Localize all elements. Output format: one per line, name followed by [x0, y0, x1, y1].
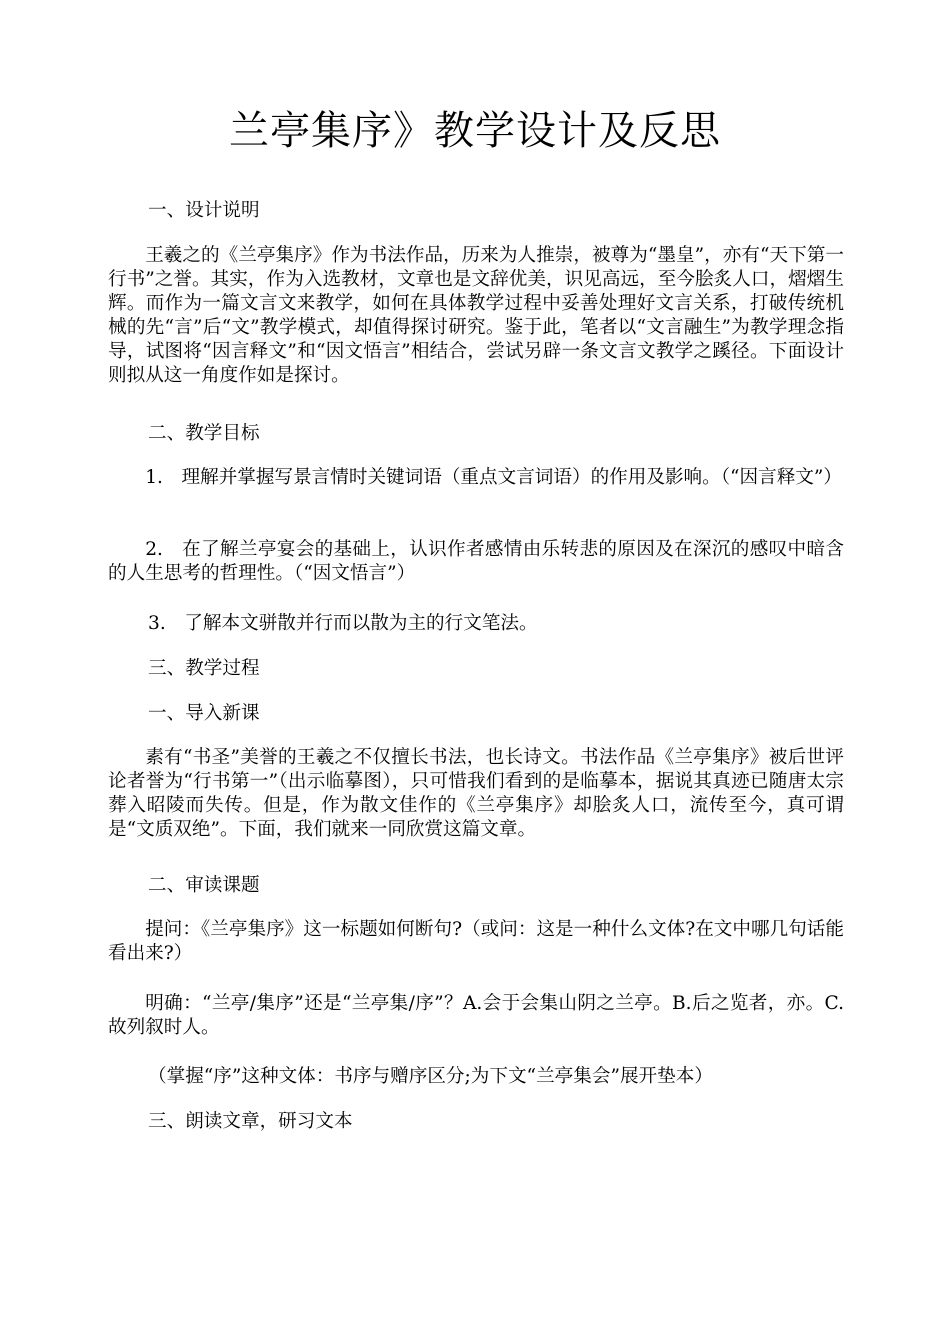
subheading-introduction: 一、导入新课: [148, 703, 260, 724]
subheading-reading-text: 三、朗读文章，研习文本: [148, 1111, 353, 1132]
goal-item-2: 2. 在了解兰亭宴会的基础上，认识作者感情由乐转悲的原因及在深沉的感叹中暗含的人生思考的哲理性。（“因文悟言”）: [108, 539, 844, 584]
section-heading-design-notes: 一、设计说明: [148, 200, 260, 221]
paragraph-question: 提问：《兰亭集序》这一标题如何断句?（或问：这是一种什么文体?在文中哪几句话能看出来?）: [108, 919, 844, 964]
subheading-title-reading: 二、审读课题: [148, 875, 260, 896]
paragraph-design-notes: 王羲之的《兰亭集序》作为书法作品，历来为人推崇，被尊为“墨皇”，亦有“天下第一行书”之誉。其实，作为入选教材，文章也是文辞优美，识见高远，至今脍炙人口，熠熠生辉。而作为一篇文言文来教学，如何在具体教学过程中妥善处理好文言关系，打破传统机械的先“言”后“文”教学模式，却值得探讨研究。鉴于此，笔者以“文言融生”为教学理念指导，试图将“因言释文”和“因文悟言”相结合，尝试另辟一条文言文教学之蹊径。下面设计则拟从这一角度作如是探讨。: [108, 245, 844, 386]
paragraph-answer: 明确：“兰亭/集序”还是“兰亭集/序”？A.会于会集山阴之兰亭。B.后之览者，亦。C.故列叙时人。: [108, 993, 844, 1038]
document-title: 兰亭集序》教学设计及反思: [229, 108, 721, 154]
goal-item-1: 1. 理解并掌握写景言情时关键词语（重点文言词语）的作用及影响。（“因言释文”）: [145, 467, 843, 488]
goal-item-3: 3. 了解本文骈散并行而以散为主的行文笔法。: [148, 613, 538, 634]
paragraph-introduction: 素有“书圣”美誉的王羲之不仅擅长书法，也长诗文。书法作品《兰亭集序》被后世评论者誉为“行书第一”（出示临摹图），只可惜我们看到的是临摹本，据说其真迹已随唐太宗葬入昭陵而失传。但是，作为散文佳作的《兰亭集序》却脍炙人口，流传至今，真可谓是“文质双绝”。下面，我们就来一同欣赏这篇文章。: [108, 747, 844, 840]
section-heading-teaching-process: 三、教学过程: [148, 658, 260, 679]
paragraph-note: （掌握“序”这种文体：书序与赠序区分;为下文“兰亭集会”展开垫本）: [148, 1066, 713, 1087]
section-heading-teaching-goals: 二、教学目标: [148, 423, 260, 444]
